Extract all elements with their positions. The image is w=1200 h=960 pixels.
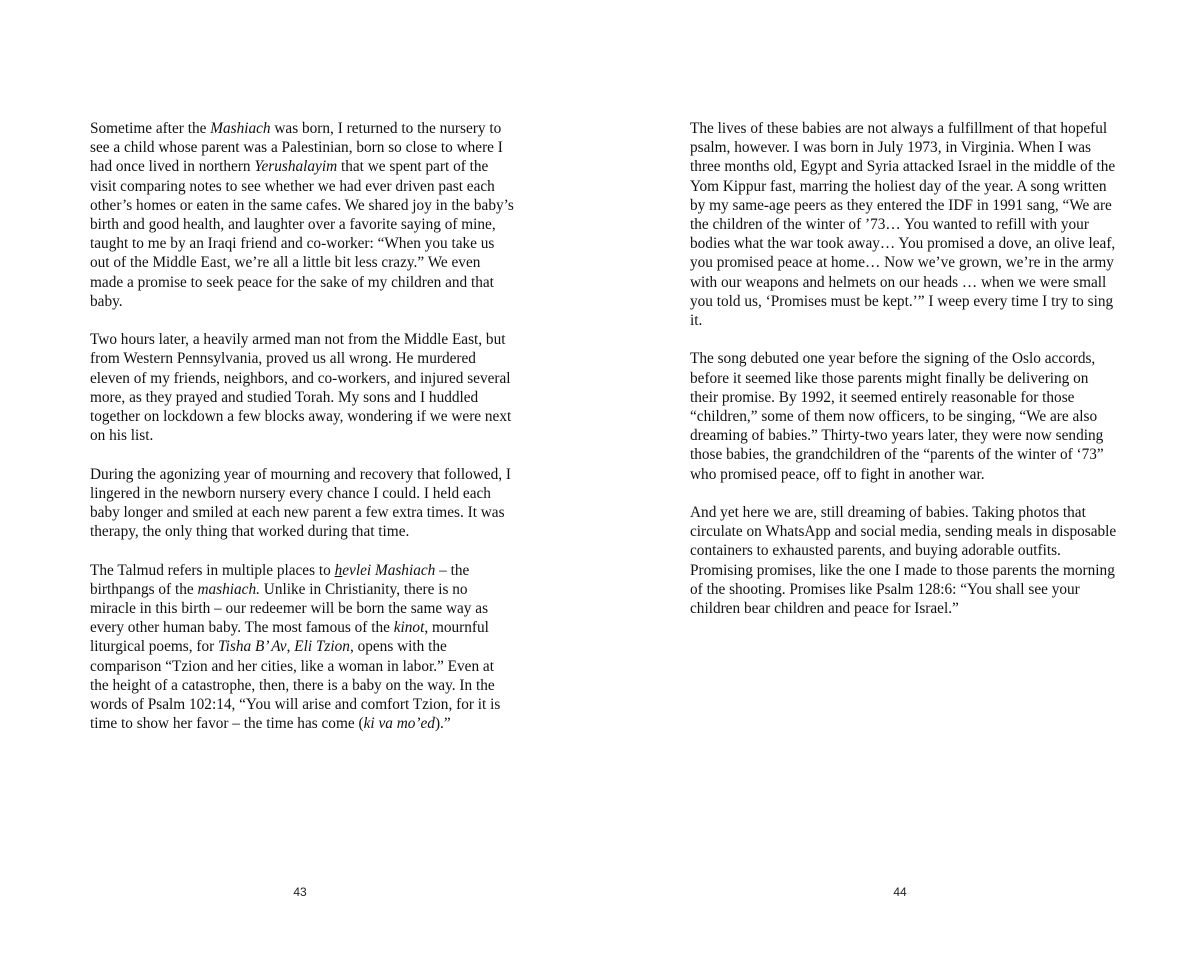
text-run: ).” [434,715,451,733]
italic-text: Mashiach [210,120,271,137]
italic-text: kinot [393,619,425,637]
italic-text: evlei Mashiach [342,561,436,579]
text-run: Unlike in Christianity, there is no miracle in this birth – our redeemer will be born the same way as every other human baby. The most famous of the [90,580,489,637]
italic-text: Yerushalayim [254,158,338,176]
text-run: that we spent part of the visit comparing notes to see whether we had ever driven past each other’s homes or eaten in the same cafes. We shared joy in the baby’s birth and good health, and laughter over a favorite saying of mine, taught to me by an Iraqi friend and co-worker: “When you take us out of the Middle East, we’re all a little bit less crazy.” We even made a promise to seek peace for the sake of my children and that baby. [90,158,514,310]
paragraph [690,349,1120,483]
text-run: Sometime after the [90,120,211,137]
text-run: – the birthpangs of the [90,561,470,598]
paragraph [690,503,1120,618]
paragraph [90,119,515,311]
text-run: The Talmud refers in multiple places to [90,561,335,579]
text-run: Two hours later, a heavily armed man not from the Middle East, but from Western Pennsylvania, proved us all wrong. He murdered eleven of my friends, neighbors, and co-workers, and injured several more, as they prayed and studied Torah. My sons and I huddled together on lockdown a few blocks away, wondering if we were next on his list. [90,331,512,445]
text-run: During the agonizing year of mourning and recovery that followed, I lingered in the newborn nursery every chance I could. I held each baby longer and smiled at each new parent a few extra times. It was therapy, the only thing that worked during that time. [90,465,511,541]
text-run: And yet here we are, still dreaming of babies. Taking photos that circulate on WhatsApp and social media, sending meals in disposable containers to exhausted parents, and buying adorable outfits. Promising promises, like the one I made to those parents the morning of the shooting. Promises like Psalm 128:6: “You shall see your children bear children and peace for Israel.” [690,504,1117,618]
italic-text: ki va mo’ed [363,715,435,733]
italic-text: h [334,561,343,579]
italic-text: Tisha B’ Av [218,638,287,656]
paragraph [690,119,1120,330]
paragraph [90,330,515,445]
page-number-left: 43 [293,885,307,899]
text-run: , opens with the comparison “Tzion and her cities, like a woman in labor.” Even at the height of a catastrophe, then, there is a baby on the way. In the words of Psalm 102:14, “You will arise and comfort Tzion, for it is time to show her favor – the time has come ( [90,638,501,733]
paragraph [90,465,515,542]
text-run: The lives of these babies are not always a fulfillment of that hopeful psalm, however. I was born in July 1973, in Virginia. When I was three months old, Egypt and Syria attacked Israel in the middle of the Yom Kippur fast, marring the holiest day of the year. A song written by my same-age peers as they entered the IDF in 1991 sang, “We are the children of the winter of ’73… You wanted to refill with your bodies what the war took away… You promised a dove, an olive leaf, you promised peace at home… Now we’ve grown, we’re in the army with our weapons and helmets on our heads … when we were small you told us, ‘Promises must be kept.’” I weep every time I try to sing it. [690,120,1116,330]
right-page-text [690,119,1120,618]
text-run: was born, I returned to the nursery to see a child whose parent was a Palestinian, born so close to where I had once lived in northern [90,120,503,176]
italic-text: Eli Tzion [294,638,350,656]
page-number-right: 44 [893,885,907,899]
right-page [600,0,1200,960]
text-run: , mournful liturgical poems, for [90,619,489,656]
text-run: The song debuted one year before the signing of the Oslo accords, before it seemed like those parents might finally be delivering on their promise. By 1992, it seemed entirely reasonable for those “children,” some of them now officers, to be singing, “We are also dreaming of babies.” Thirty-two years later, they were now sending those babies, the grandchildren of the “parents of the winter of ‘73” who promised peace, off to fight in another war. [690,350,1104,483]
left-page-text [90,119,515,733]
paragraph [90,561,515,734]
italic-text: mashiach. [197,580,260,598]
text-run: , [286,638,295,656]
